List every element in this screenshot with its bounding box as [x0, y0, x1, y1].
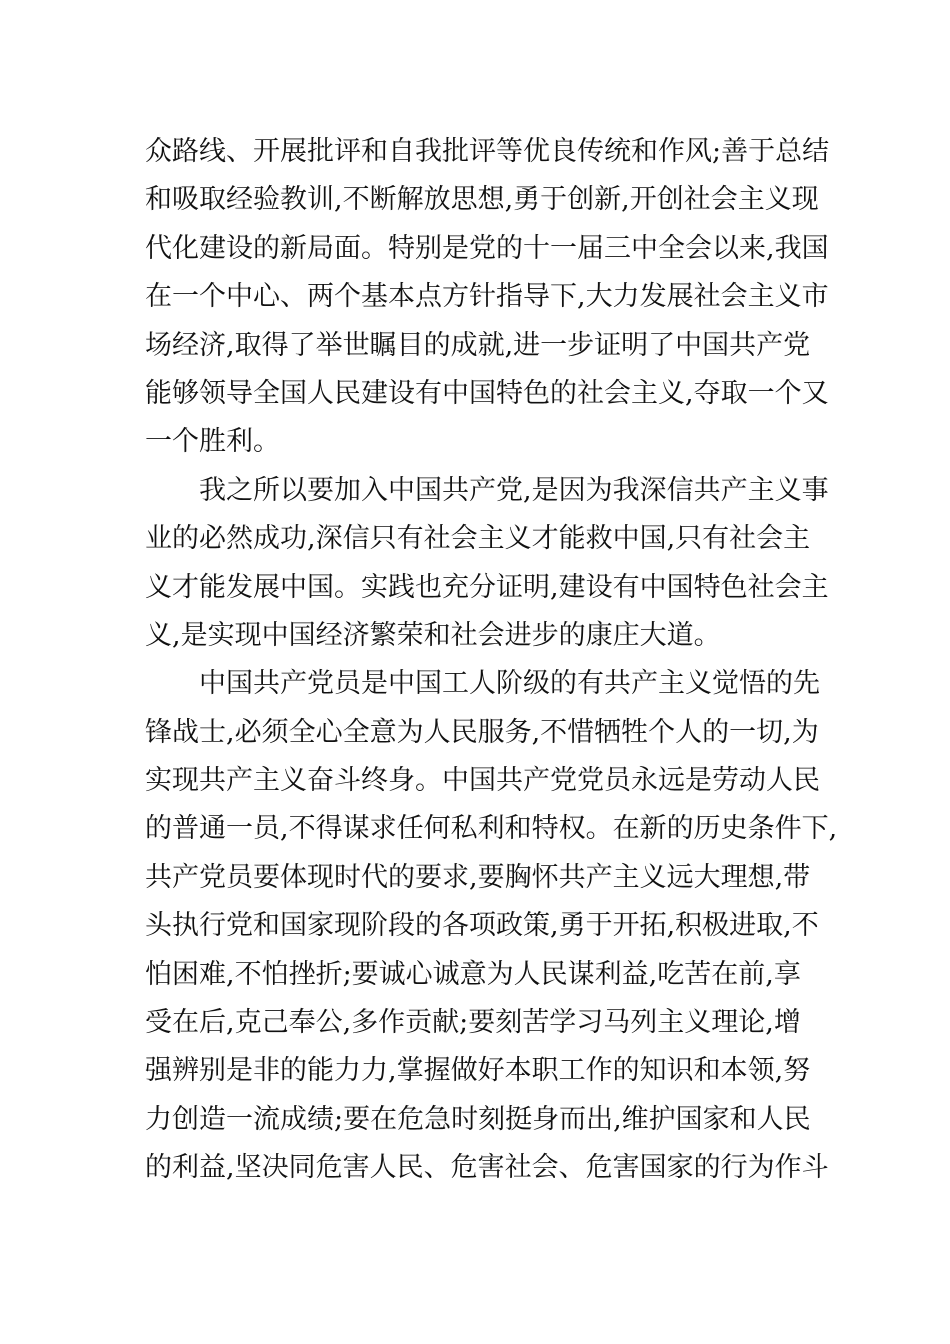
text-line: 强辨别是非的能力力,掌握做好本职工作的知识和本领,努: [145, 1055, 811, 1087]
text-line: 场经济,取得了举世瞩目的成就,进一步证明了中国共产党: [145, 329, 811, 361]
text-line: 锋战士,必须全心全意为人民服务,不惜牺牲个人的一切,为: [145, 716, 819, 748]
text-line: 代化建设的新局面。特别是党的十一届三中全会以来,我国: [145, 232, 829, 264]
text-line: 力创造一流成绩;要在危急时刻挺身而出,维护国家和人民: [145, 1103, 811, 1135]
text-line: 共产党员要体现时代的要求,要胸怀共产主义远大理想,带: [145, 861, 811, 893]
body-text: [145, 128, 838, 1193]
text-line: 受在后,克己奉公,多作贡献;要刻苦学习马列主义理论,增: [145, 1007, 801, 1039]
text-line: 的普通一员,不得谋求任何私利和特权。在新的历史条件下,: [145, 813, 838, 845]
text-line: 义才能发展中国。实践也充分证明,建设有中国特色社会主: [145, 571, 829, 603]
paragraph-first-line: 我之所以要加入中国共产党,是因为我深信共产主义事: [199, 474, 829, 506]
text-line: 头执行党和国家现阶段的各项政策,勇于开拓,积极进取,不: [145, 910, 819, 942]
paragraph-first-line: 中国共产党员是中国工人阶级的有共产主义觉悟的先: [199, 668, 820, 700]
text-line: 和吸取经验教训,不断解放思想,勇于创新,开创社会主义现: [145, 184, 819, 216]
text-line: 的利益,坚决同危害人民、危害社会、危害国家的行为作斗: [145, 1152, 829, 1184]
text-line: 在一个中心、两个基本点方针指导下,大力发展社会主义市: [145, 281, 829, 313]
text-line: 怕困难,不怕挫折;要诚心诚意为人民谋利益,吃苦在前,享: [145, 958, 801, 990]
text-line: 义,是实现中国经济繁荣和社会进步的康庄大道。: [145, 619, 721, 651]
text-line: 实现共产主义奋斗终身。中国共产党党员永远是劳动人民: [145, 765, 820, 797]
text-line: 能够领导全国人民建设有中国特色的社会主义,夺取一个又: [145, 377, 829, 409]
text-line: 业的必然成功,深信只有社会主义才能救中国,只有社会主: [145, 523, 811, 555]
text-line: 一个胜利。: [145, 426, 280, 458]
text-line: 众路线、开展批评和自我批评等优良传统和作风;善于总结: [145, 136, 830, 167]
